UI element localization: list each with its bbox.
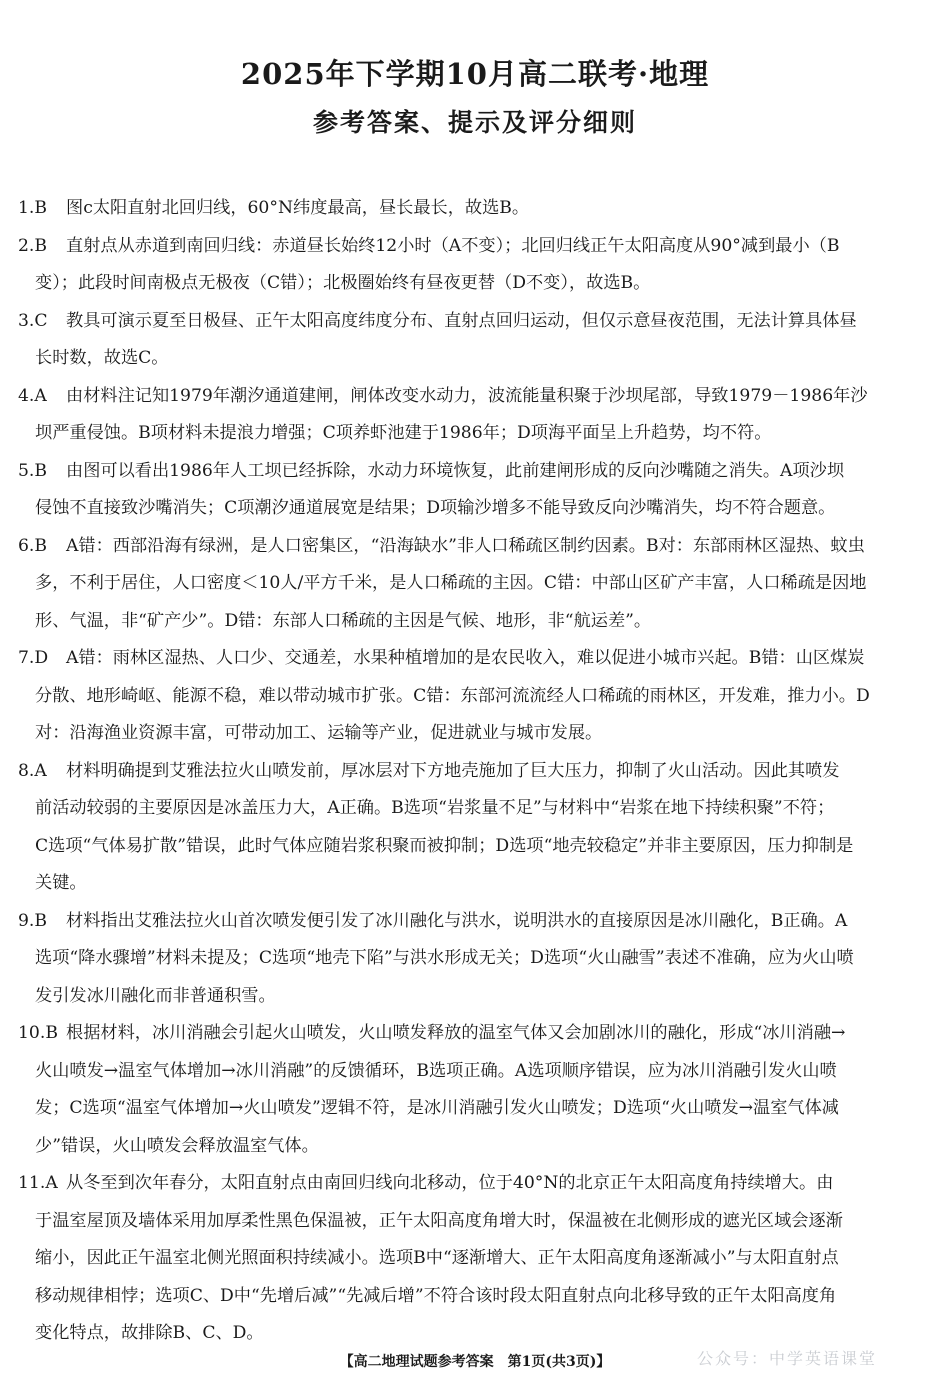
answer-line — [18, 1015, 932, 1053]
answer-line — [18, 978, 932, 1016]
answer-number: 4.A — [18, 385, 47, 406]
page-footer: 【高二地理试题参考答案 第1页(共3页)】 — [339, 1354, 611, 1370]
answer-line — [18, 753, 932, 791]
answer-line — [18, 1278, 932, 1316]
answer-number: 11.A — [18, 1173, 58, 1193]
answer-text: 火山喷发→温室气体增加→冰川消融”的反馈循环，B选项正确。A选项顺序错误，应为冰川消融引发火山喷 — [35, 1060, 837, 1081]
answer-line — [18, 903, 932, 941]
answer-line — [18, 603, 932, 641]
answer-text: 从冬至到次年春分，太阳直射点由南回归线向北移动，位于40°N的北京正午太阳高度角持续增大。由 — [66, 1173, 834, 1193]
answer-text: 根据材料，冰川消融会引起火山喷发，火山喷发释放的温室气体又会加剧冰川的融化，形成“冰川消融→ — [66, 1023, 846, 1043]
answer-line — [18, 940, 932, 978]
page-subtitle: 参考答案、提示及评分细则 — [312, 108, 637, 137]
answer-number: 1.B — [18, 198, 48, 218]
answer-line — [18, 1090, 932, 1128]
answer-item — [18, 453, 932, 528]
answer-line — [18, 678, 932, 716]
answer-number: 9.B — [18, 910, 48, 931]
answer-text: 前活动较弱的主要原因是冰盖压力大，A正确。B选项“岩浆量不足”与材料中“岩浆在地下持续积聚”不符； — [35, 798, 835, 818]
answer-text: C选项“气体易扩散”错误，此时气体应随岩浆积聚而被抑制；D选项“地壳较稳定”并非主要原因，压力抑制是 — [35, 835, 854, 856]
answer-text: 缩小，因此正午温室北侧光照面积持续减小。选项B中“逐渐增大、正午太阳高度角逐渐减小”与太阳直射点 — [35, 1248, 839, 1268]
page-title: 2025年下学期10月高二联考·地理 — [240, 57, 710, 91]
answer-text: 少”错误，火山喷发会释放温室气体。 — [35, 1135, 319, 1156]
answer-line — [18, 828, 932, 866]
answer-text: 侵蚀不直接致沙嘴消失；C项潮汐通道展宽是结果；D项输沙增多不能导致反向沙嘴消失，均不符合题意。 — [35, 498, 836, 518]
answer-text: 变化特点，故排除B、C、D。 — [35, 1323, 264, 1343]
answer-text: 于温室屋顶及墙体采用加厚柔性黑色保温被，正午太阳高度角增大时，保温被在北侧形成的遮光区域会逐渐 — [35, 1210, 843, 1231]
answer-item — [18, 753, 932, 903]
answer-text: 长时数，故选C。 — [35, 348, 169, 368]
answer-number: 2.B — [18, 235, 48, 256]
answer-number: 5.B — [18, 460, 48, 481]
answer-text: 多，不利于居住，人口密度＜10人/平方千米，是人口稀疏的主因。C错：中部山区矿产丰富，人口稀疏是因地 — [35, 573, 867, 593]
answer-item — [18, 228, 932, 303]
answer-line — [18, 865, 932, 903]
answer-number: 8.A — [18, 760, 47, 781]
answer-line — [18, 528, 932, 566]
answer-item — [18, 640, 932, 753]
answer-line — [18, 453, 932, 491]
answer-item — [18, 528, 932, 641]
answer-text: 选项“降水骤增”材料未提及；C选项“地壳下陷”与洪水形成无关；D选项“火山融雪”表述不准确，应为火山喷 — [35, 948, 854, 968]
answer-line — [18, 1128, 932, 1166]
answer-line — [18, 490, 932, 528]
answer-text: 材料指出艾雅法拉火山首次喷发便引发了冰川融化与洪水，说明洪水的直接原因是冰川融化，B正确。A — [66, 910, 848, 931]
answer-text: 移动规律相悖；选项C、D中“先增后减”“先减后增”不符合该时段太阳直射点向北移导致的正午太阳高度角 — [35, 1285, 837, 1306]
answer-text: 分散、地形崎岖、能源不稳，难以带动城市扩张。C错：东部河流流经人口稀疏的雨林区，开发难，推力小。D — [35, 685, 870, 706]
answer-line — [18, 190, 932, 228]
answer-list — [0, 190, 950, 1353]
answer-line — [18, 1165, 932, 1203]
answer-text: 发引发冰川融化而非普通积雪。 — [35, 985, 276, 1006]
answer-text: 直射点从赤道到南回归线：赤道昼长始终12小时（A不变）；北回归线正午太阳高度从90°减到最小（B — [66, 235, 840, 256]
answer-line — [18, 228, 932, 266]
answer-text: 教具可演示夏至日极昼、正午太阳高度纬度分布、直射点回归运动，但仅示意昼夜范围，无法计算具体昼 — [66, 310, 857, 331]
answer-item — [18, 378, 932, 453]
answer-text: 由图可以看出1986年人工坝已经拆除，水动力环境恢复，此前建闸形成的反向沙嘴随之消失。A项沙坝 — [66, 460, 845, 481]
answer-text: 关键。 — [35, 873, 87, 893]
answer-text: 发；C选项“温室气体增加→火山喷发”逻辑不符，是冰川消融引发火山喷发；D选项“火山喷发→温室气体减 — [35, 1098, 839, 1118]
answer-text: 由材料注记知1979年潮汐通道建闸，闸体改变水动力，波流能量积聚于沙坝尾部，导致1979－1986年沙 — [66, 385, 868, 406]
answer-item — [18, 190, 932, 228]
answer-text: 材料明确提到艾雅法拉火山喷发前，厚冰层对下方地壳施加了巨大压力，抑制了火山活动。因此其喷发 — [66, 760, 840, 781]
answer-item — [18, 303, 932, 378]
answer-text: A错：雨林区湿热、人口少、交通差，水果种植增加的是农民收入，难以促进小城市兴起。B错：山区煤炭 — [66, 648, 865, 668]
answer-number: 3.C — [18, 310, 48, 331]
answer-line — [18, 378, 932, 416]
answer-line — [18, 265, 932, 303]
answer-line — [18, 1240, 932, 1278]
answer-text: 变）；此段时间南极点无极夜（C错）；北极圈始终有昼夜更替（D不变），故选B。 — [35, 273, 651, 293]
answer-line — [18, 715, 932, 753]
answer-item — [18, 1165, 932, 1353]
answer-line — [18, 415, 932, 453]
answer-number: 7.D — [18, 648, 49, 668]
answer-text: 对：沿海渔业资源丰富，可带动加工、运输等产业，促进就业与城市发展。 — [35, 723, 603, 743]
answer-line — [18, 303, 932, 341]
answer-text: 坝严重侵蚀。B项材料未提浪力增强；C项养虾池建于1986年；D项海平面呈上升趋势，均不符。 — [35, 423, 772, 443]
answer-item — [18, 903, 932, 1016]
answer-number: 10.B — [18, 1023, 58, 1043]
answer-text: 形、气温，非“矿产少”。D错：东部人口稀疏的主因是气候、地形，非“航运差”。 — [35, 610, 652, 631]
answer-line — [18, 1053, 932, 1091]
answer-item — [18, 1015, 932, 1165]
answer-number: 6.B — [18, 535, 48, 556]
answer-text: A错：西部沿海有绿洲，是人口密集区，“沿海缺水”非人口稀疏区制约因素。B对：东部雨林区湿热、蚊虫 — [66, 535, 865, 556]
answer-line — [18, 640, 932, 678]
watermark: 公众号：中学英语课堂 — [697, 1349, 878, 1368]
answer-line — [18, 340, 932, 378]
answer-line — [18, 565, 932, 603]
answer-line — [18, 1203, 932, 1241]
answer-line — [18, 790, 932, 828]
answer-text: 图c太阳直射北回归线，60°N纬度最高，昼长最长，故选B。 — [66, 198, 530, 218]
